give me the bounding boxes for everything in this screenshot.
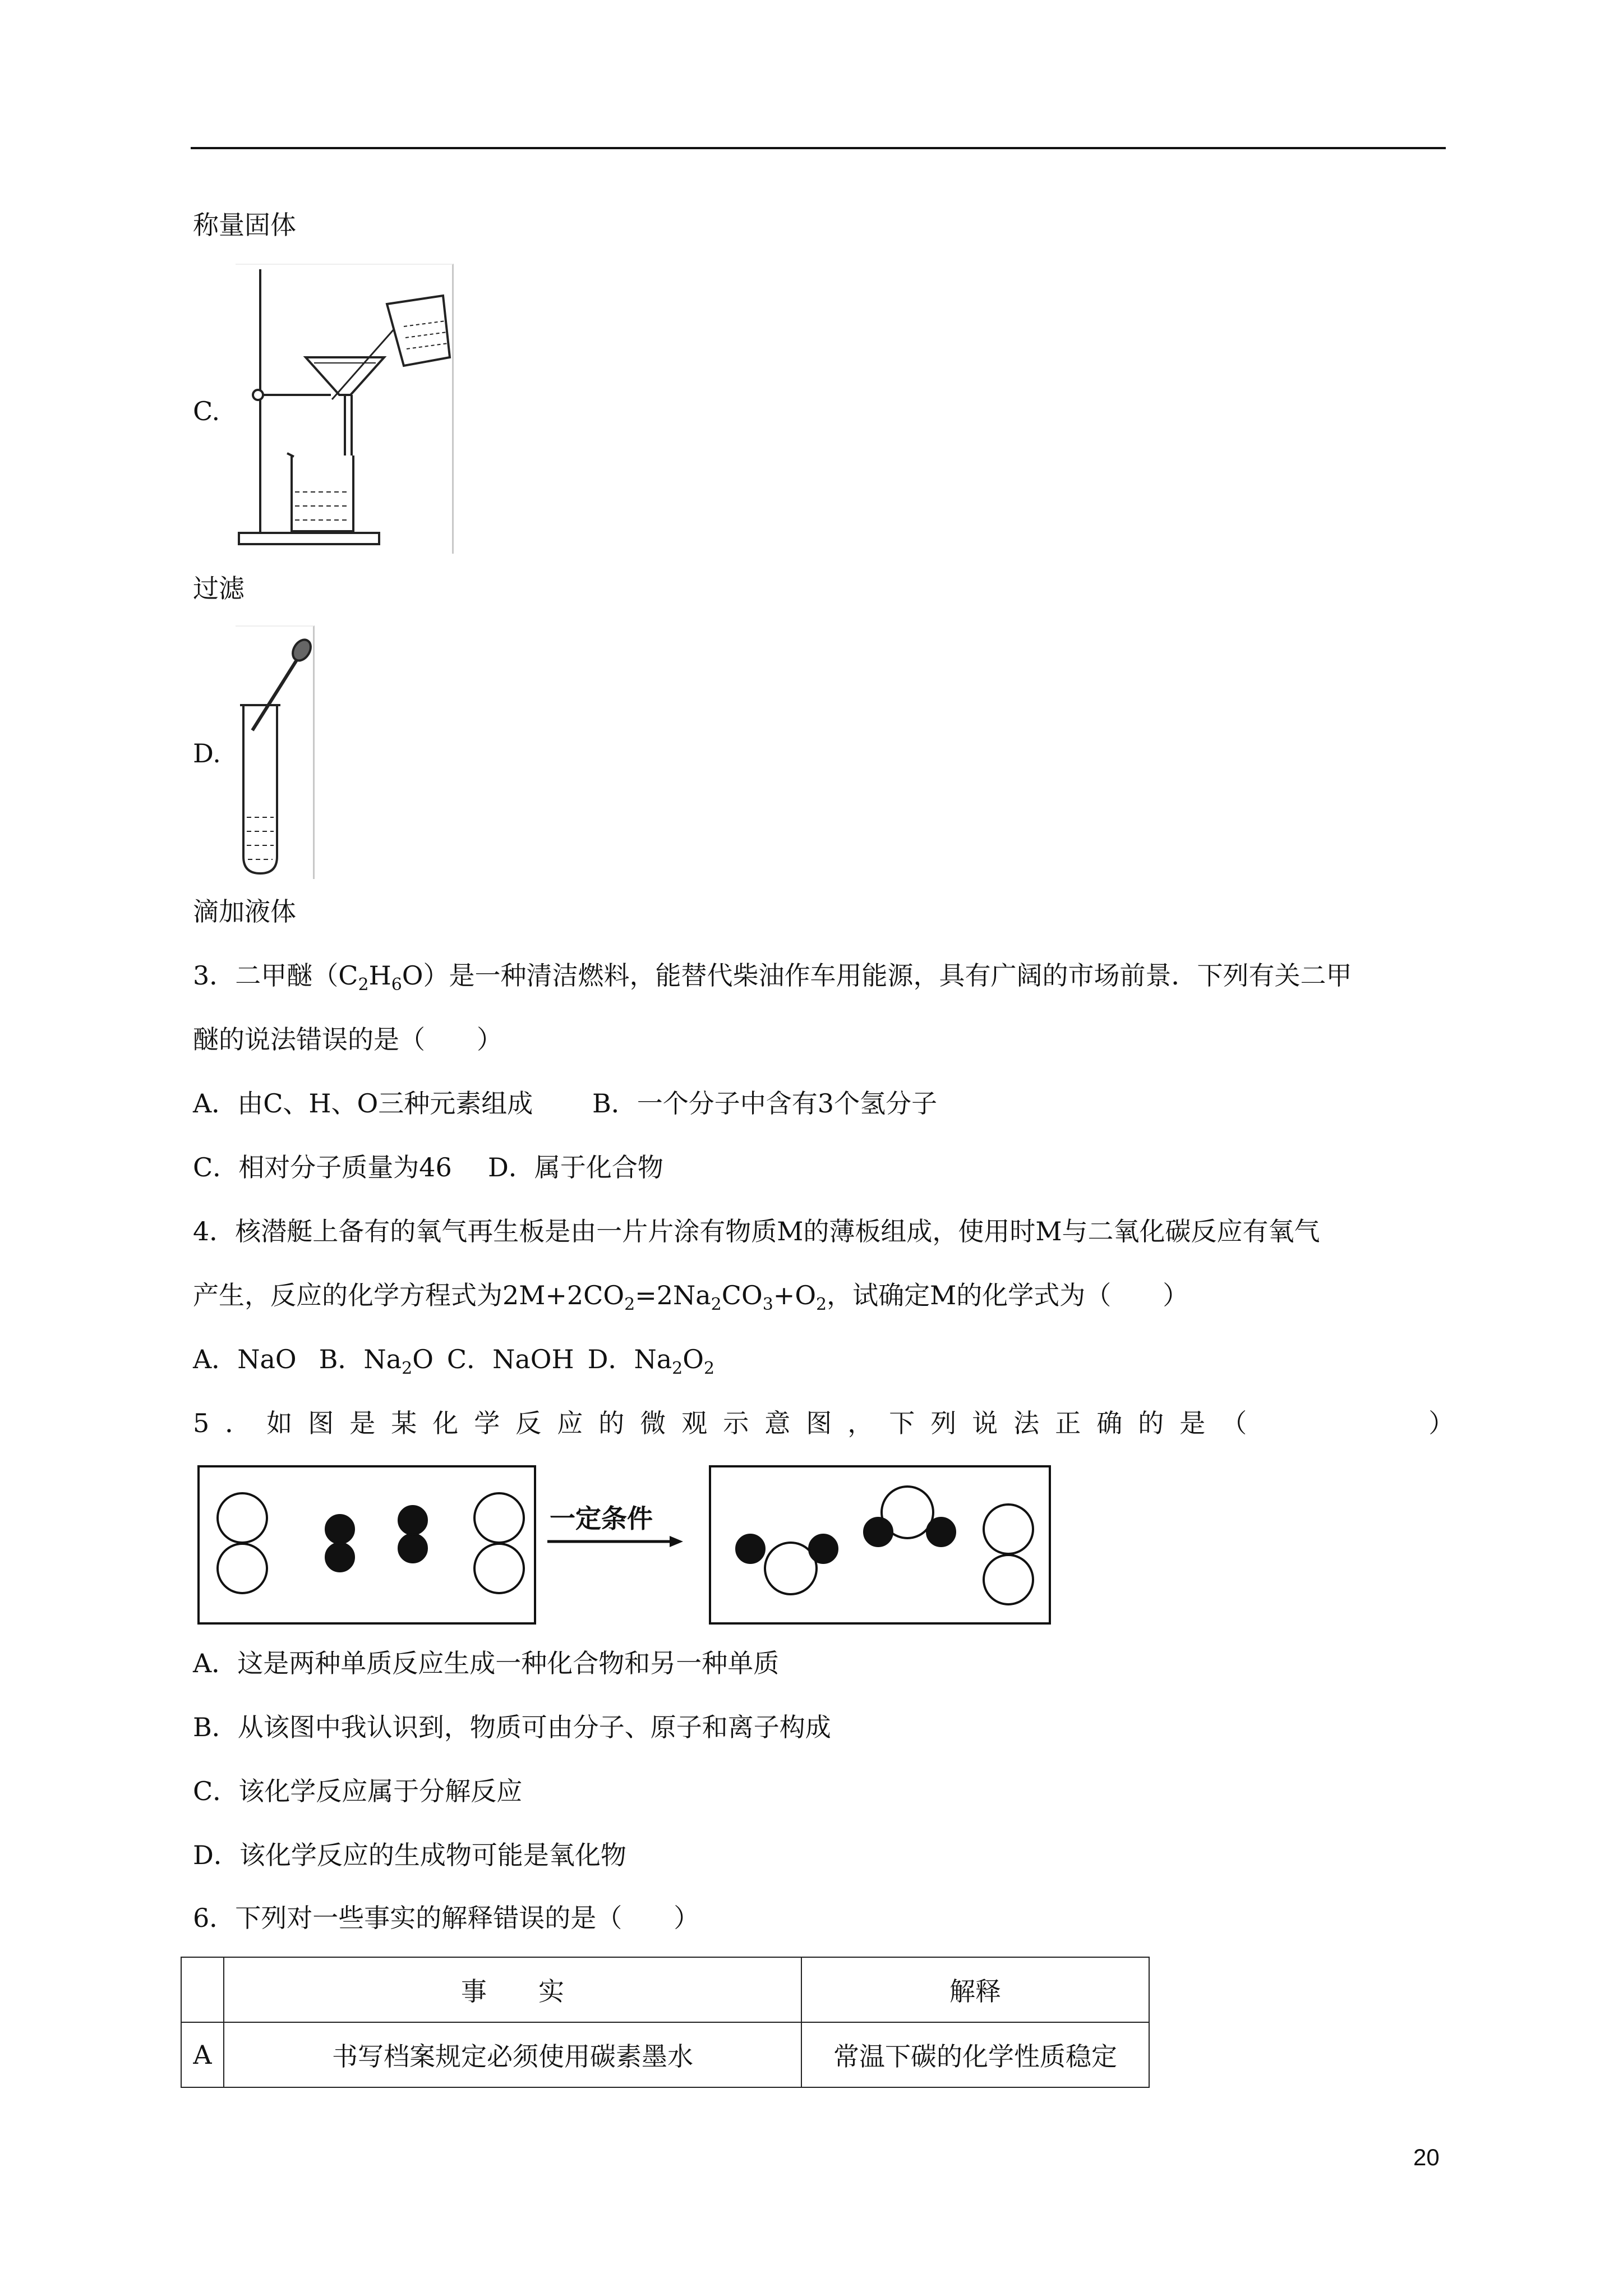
reactant-molecules-icon [200, 1467, 534, 1622]
q4-option-d-pre: D．Na [587, 1344, 672, 1374]
q4-line2-sub2: 2 [711, 1295, 722, 1315]
q4-option-d-sub1: 2 [672, 1359, 683, 1379]
q3-line1-mid: H [368, 960, 391, 991]
reaction-condition: 一定条件 [550, 1503, 653, 1534]
header-rule [191, 147, 1446, 149]
q4-line2-mid2: CO [721, 1280, 763, 1310]
q5-option-a: A．这是两种单质反应生成一种化合物和另一种单质 [193, 1648, 780, 1678]
q4-line2-sub4: 2 [816, 1295, 827, 1315]
table-row-fact: 书写档案规定必须使用碳素墨水 [224, 2022, 801, 2087]
option-d-label: D. [193, 738, 221, 769]
q5-option-c: C．该化学反应属于分解反应 [193, 1776, 523, 1806]
filter-caption: 过滤 [193, 573, 245, 604]
q4-line2-pre: 产生，反应的化学方程式为2M+2CO [193, 1280, 625, 1310]
q4-option-d-sub2: 2 [703, 1359, 715, 1379]
weigh-caption: 称量固体 [193, 210, 296, 240]
dropping-figure [236, 625, 315, 879]
q3-option-a: A．由C、H、O三种元素组成 [193, 1088, 533, 1119]
q4-option-a: A．NaO [193, 1344, 297, 1374]
q4-option-b-pre: B．Na [319, 1344, 402, 1374]
q4-option-b-post: O [412, 1344, 434, 1374]
q4-line2 [193, 1280, 1188, 1315]
table-header-row [181, 1957, 1149, 2022]
table-header-fact: 事 实 [224, 1957, 801, 2022]
page-number: 20 [1413, 2144, 1440, 2170]
table-header-blank [181, 1957, 224, 2022]
table-row-explain: 常温下碳的化学性质稳定 [801, 2022, 1149, 2087]
q3-line1-post: O）是一种清洁燃料，能替代柴油作车用能源，具有广阔的市场前景．下列有关二甲 [402, 960, 1352, 991]
dropper-test-tube-icon [236, 627, 313, 879]
option-c-label: C. [193, 396, 220, 426]
q5-stem: 5．如图是某化学反应的微观示意图，下列说法正确的是（ ） [193, 1408, 1470, 1438]
reaction-arrow [545, 1503, 685, 1548]
q3-option-d: D．属于化合物 [488, 1152, 663, 1182]
table-row-label: A [181, 2022, 224, 2087]
products-box [709, 1465, 1051, 1625]
product-molecules-icon [711, 1467, 1049, 1622]
filtration-apparatus-icon [236, 265, 452, 554]
q3-line1-pre: 3．二甲醚（C [193, 960, 358, 991]
q5-option-b: B．从该图中我认识到，物质可由分子、原子和离子构成 [193, 1712, 831, 1742]
q4-line2-sub1: 2 [624, 1295, 635, 1315]
q3-sub2: 6 [391, 975, 402, 995]
q3-line1 [193, 960, 1352, 995]
q4-line1: 4．核潜艇上备有的氧气再生板是由一片片涂有物质M的薄板组成，使用时M与二氧化碳反应有氧气 [193, 1216, 1320, 1246]
table-row [181, 2022, 1149, 2087]
q4-option-b-sub: 2 [402, 1359, 413, 1379]
q4-line2-mid3: +O [773, 1280, 817, 1310]
q4-line2-mid1: =2Na [635, 1280, 711, 1310]
q4-line2-sub3: 3 [762, 1295, 773, 1315]
q4-option-c: C．NaOH [446, 1344, 574, 1374]
q5-option-d: D．该化学反应的生成物可能是氧化物 [193, 1840, 626, 1870]
filtration-figure [236, 264, 454, 554]
reactants-box [197, 1465, 536, 1625]
right-arrow-icon [545, 1535, 685, 1548]
q4-line2-post: ，试确定M的化学式为（ ） [827, 1280, 1189, 1310]
q4-options [193, 1344, 714, 1379]
facts-table [181, 1957, 1150, 2088]
q3-line2: 醚的说法错误的是（ ） [193, 1024, 502, 1055]
q3-option-b: B．一个分子中含有3个氢分子 [592, 1088, 938, 1119]
table-header-explain: 解释 [801, 1957, 1149, 2022]
q6-stem: 6．下列对一些事实的解释错误的是（ ） [193, 1903, 700, 1933]
drop-caption: 滴加液体 [193, 896, 296, 927]
q3-option-c: C．相对分子质量为46 [193, 1152, 452, 1182]
q3-sub1: 2 [358, 975, 369, 995]
q4-option-d-mid: O [683, 1344, 704, 1374]
